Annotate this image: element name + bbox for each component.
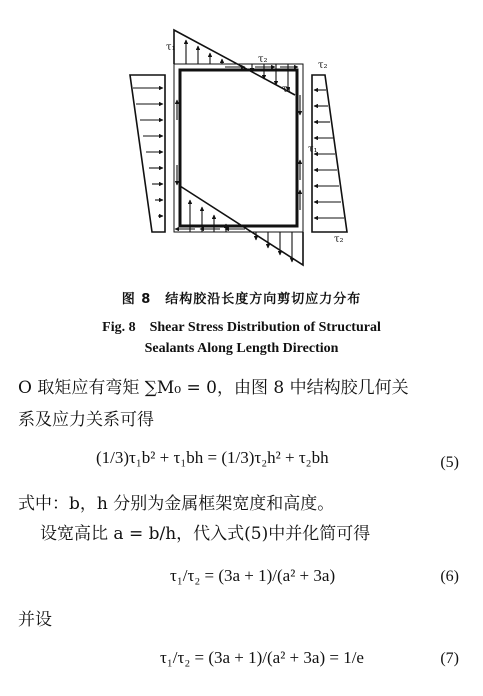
equation-5 [0,444,483,484]
body-line-4: 设宽高比 a = b/h，代入式(5)中并化简可得 [40,524,371,544]
equation-7 [0,640,483,680]
label-tau2-top: τ₂ [258,54,268,65]
label-tau1-inner: τ₁ [282,84,292,95]
left-side-triangle [130,75,165,232]
body-line-1: O 取矩应有弯矩 ∑M₀ = 0，由图 8 中结构胶几何关 [18,378,409,398]
body-line-2: 系及应力关系可得 [18,410,154,430]
equation-5-expression: (1/3)τ₁b² + τ₁bh = (1/3)τ₂h² + τ₂bh [96,448,329,467]
equation-6 [0,558,483,598]
label-tau2-right: τ₂ [318,60,328,71]
top-triangle [174,30,295,95]
figure-caption-chinese: 图 8 结构胶沿长度方向剪切应力分布 [121,292,362,307]
label-tau2-bottom: τ₂ [334,234,344,245]
metal-frame [180,70,297,226]
shear-stress-diagram [0,0,483,285]
body-line-3: 式中：b，h 分别为金属框架宽度和高度。 [18,494,335,514]
figure-caption-english-line1: Fig. 8 Shear Stress Distribution of Structural [102,320,381,335]
label-tau1-right: τ₁ [308,144,318,155]
shear-stress-figure [0,0,483,285]
equation-5-number: (5) [440,454,459,471]
figure-caption-english-line2: Sealants Along Length Direction [144,341,339,356]
equation-6-expression: τ₁/τ₂ = (3a + 1)/(a² + 3a) [170,566,336,585]
body-line-5: 并设 [18,610,52,630]
equation-7-number: (7) [440,650,459,667]
equation-7-expression: τ₁/τ₂ = (3a + 1)/(a² + 3a) = 1/e [160,648,364,667]
equation-6-number: (6) [440,568,459,585]
label-tau1-top: τ₁ [166,42,176,53]
